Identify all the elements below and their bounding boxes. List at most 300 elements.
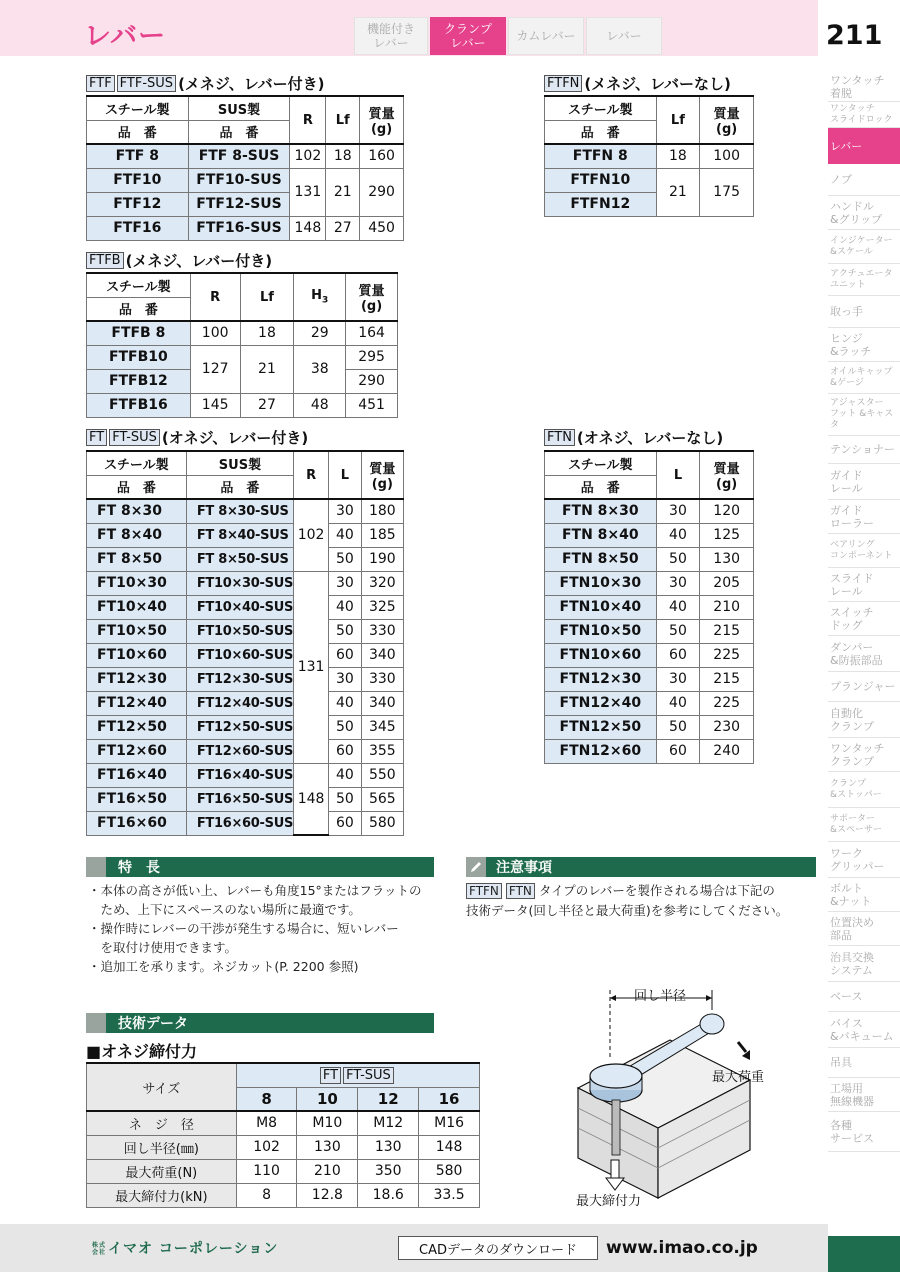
tab-label: 機能付き [366,22,415,36]
table-row [87,499,404,523]
row-label: 回し半径(㎜) [87,1135,237,1159]
cell-mass: 290 [360,168,404,216]
sidebar-item[interactable] [828,534,900,568]
header-cell: SUS製 [186,451,293,475]
header-cell: R [190,273,240,321]
cell-l: 50 [329,619,361,643]
radius-label: 回し半径 [634,989,687,1004]
sidebar-item-label: フット &キャスタ [830,409,894,430]
feature-line: ・操作時にレバーの干渉が発生する場合に、短いレバー [88,921,399,936]
table-row [87,595,404,619]
sidebar-item[interactable] [828,394,900,436]
sidebar-item-label: 各種 [830,1118,852,1132]
part-number: FT16×40-SUS [186,763,293,787]
sidebar-brand-block [828,1236,900,1272]
sidebar-item[interactable] [828,1112,900,1152]
ftn-title [544,427,723,448]
page-title: レバー [84,21,167,52]
caution-line: 技術データ(回し半径と最大荷重)を参考にしてください。 [466,903,789,918]
header-cell: R [290,96,326,144]
tech-heading-bar [86,1013,434,1033]
table-row [545,595,754,619]
header-cell [700,96,754,144]
tab-lever[interactable] [586,17,662,55]
header-cell: 品 番 [186,475,293,499]
cell-mass: 240 [700,739,754,763]
cell-l: 60 [329,739,361,763]
code-badge: FT [86,429,107,446]
sidebar-item[interactable] [828,164,900,196]
table-title-text: (メネジ、レバーなし) [584,75,731,93]
sidebar-item[interactable] [828,772,900,808]
part-number: FT10×60-SUS [186,643,293,667]
sidebar-item-label: アジャスター [830,398,884,408]
sidebar-item-label: ダンパー [830,640,874,654]
table-title-text: (オネジ、レバー付き) [161,429,309,447]
ftf-title [86,73,325,94]
header-unit: (g) [370,122,393,137]
cell-h: 38 [294,345,346,393]
part-number: FT 8×40-SUS [186,523,293,547]
cell-value: 130 [358,1135,419,1159]
cell-r: 100 [190,321,240,345]
cell-l: 30 [656,571,700,595]
sidebar-item[interactable] [828,1048,900,1078]
sidebar-item-label: インジケーター [830,235,893,246]
part-number: FTFN10 [545,168,657,192]
logo-text: イマオ コーポレーション [108,1241,279,1257]
cell-l: 30 [329,571,361,595]
cell-value: 148 [419,1135,480,1159]
cell-lf: 18 [656,144,700,168]
sidebar-item-label: テンショナー [830,443,895,456]
code-badge: FT-SUS [343,1067,394,1084]
table-title-text: (オネジ、レバーなし) [576,429,724,447]
table-row [545,547,754,571]
sidebar-item[interactable] [828,500,900,534]
sidebar-item-label: ワンタッチ [830,741,885,755]
code-badge: FT [320,1067,341,1084]
part-number: FTN12×40 [545,691,657,715]
size-cell: 16 [419,1087,480,1111]
part-number: FTN12×60 [545,739,657,763]
cell-lf: 27 [240,393,294,417]
cell-mass: 451 [346,393,398,417]
feature-line: ため、上下にスペースのない場所に最適です。 [88,902,361,917]
header-cell: スチール製 [87,273,191,297]
sidebar-item-label: ハンドル [830,199,874,213]
part-number: FTF12-SUS [188,192,290,216]
sidebar-item[interactable] [828,808,900,842]
sidebar-item-label: ヒンジ [830,331,863,345]
header-cell: スチール製 [545,96,657,120]
cell-l: 60 [656,643,700,667]
table-row [87,763,404,787]
table-row [87,1183,480,1207]
sidebar-item-label: クランプ [830,778,867,789]
ft-title [86,427,308,448]
sidebar-item-label: 無線機器 [830,1094,874,1108]
code-badge: FTFN [544,75,582,92]
tech-subheading: ■オネジ締付力 [86,1042,197,1061]
cell-r: 131 [290,168,326,216]
table-title-text: (メネジ、レバー付き) [125,252,273,270]
code-badge: FTN [506,883,535,899]
cell-l: 30 [656,667,700,691]
part-number: FT10×50-SUS [186,619,293,643]
caution-line: タイプのレバーを製作される場合は下記の [534,883,775,898]
cell-r: 145 [190,393,240,417]
sidebar-item[interactable] [828,702,900,738]
sidebar-item-label: レール [830,481,863,495]
cell-l: 40 [656,595,700,619]
table-row [545,619,754,643]
part-number: FTF 8-SUS [188,144,290,168]
part-number: FTFB12 [87,369,191,393]
row-label: ネ ジ 径 [87,1111,237,1135]
cell-value: 12.8 [297,1183,358,1207]
sidebar-item[interactable] [828,602,900,636]
cell-mass: 180 [361,499,403,523]
sidebar-item[interactable] [828,878,900,912]
part-number: FTN 8×40 [545,523,657,547]
sidebar-item-label: &ストッパー [830,789,882,800]
header-unit: (g) [371,477,393,492]
table-row [545,715,754,739]
table-row [87,811,404,835]
cell-mass: 295 [346,345,398,369]
part-number: FT12×40-SUS [186,691,293,715]
cell-value: 33.5 [419,1183,480,1207]
cell-value: 350 [358,1159,419,1183]
part-number: FTF12 [87,192,189,216]
table-row [87,523,404,547]
sidebar-item[interactable] [828,296,900,328]
table-title-text: (メネジ、レバー付き) [178,75,325,93]
sidebar-item[interactable] [828,72,900,102]
sidebar-item[interactable] [828,568,900,602]
sidebar-item[interactable] [828,1078,900,1112]
sidebar-item[interactable] [828,842,900,878]
part-number: FTFB 8 [87,321,191,345]
cell-lf: 21 [240,345,294,393]
sidebar-item[interactable] [828,982,900,1012]
header-h-sub: 3 [322,295,329,306]
sidebar-item[interactable] [828,1012,900,1048]
code-badge: FTFN [466,883,502,899]
cell-l: 60 [329,643,361,667]
part-number: FTFB10 [87,345,191,369]
header-unit: (g) [716,122,738,137]
feature-line: ・追加工を承ります。ネジカット(P. 2200 参照) [88,959,359,974]
work-block [578,1040,750,1198]
cell-value: M16 [419,1111,480,1135]
cell-r: 131 [294,571,329,763]
part-number: FTN12×30 [545,667,657,691]
part-number: FT 8×30 [87,499,187,523]
sidebar-item-label: アクチュエータ [830,268,893,279]
header-cell [700,451,754,499]
cell-value: 8 [236,1183,297,1207]
sidebar-item-label: コンポーネント [830,550,893,561]
cad-download-link[interactable]: CADデータのダウンロード [398,1236,598,1260]
sidebar-item-label: ユニット [830,279,866,290]
caution-text [466,881,816,920]
table-row [87,643,404,667]
part-number: FTF16 [87,216,189,240]
cell-mass: 175 [700,168,754,216]
cell-l: 40 [656,691,700,715]
header-cell: 品 番 [87,297,191,321]
table-row [87,667,404,691]
cell-value: 130 [297,1135,358,1159]
sidebar-item-label: サービス [830,1131,874,1145]
cell-mass: 100 [700,144,754,168]
cell-l: 30 [329,499,361,523]
sidebar-item-label: &グリップ [830,212,883,226]
part-number: FTFN 8 [545,144,657,168]
features-list [88,881,438,976]
cell-mass: 550 [361,763,403,787]
header-unit: (g) [360,299,383,314]
code-badge: FTFB [86,252,124,269]
sidebar-item-label: スライドロック [830,114,893,125]
sidebar-item-label: 取っ手 [830,305,863,318]
sidebar-item-label: バイス [830,1016,863,1030]
sidebar-item[interactable] [828,196,900,230]
tab-label: レバー [606,29,642,43]
sidebar-item-label: ガイド [830,503,863,517]
feature-line: を取付け使用できます。 [88,940,238,955]
table-row [87,619,404,643]
cell-l: 50 [329,547,361,571]
part-number: FT10×40 [87,595,187,619]
cell-mass: 205 [700,571,754,595]
header-cell: L [656,451,700,499]
sidebar-item-label: システム [830,963,873,977]
sidebar-item-label: ボルト [830,881,863,895]
row-label: 最大締付力(kN) [87,1183,237,1207]
cell-value: M10 [297,1111,358,1135]
cell-mass: 210 [700,595,754,619]
part-number: FT16×60 [87,811,187,835]
cell-mass: 225 [700,643,754,667]
table-row [545,691,754,715]
cell-l: 60 [329,811,361,835]
sidebar-item[interactable] [828,264,900,296]
cell-mass: 215 [700,619,754,643]
row-label: 最大荷重(N) [87,1159,237,1183]
cell-l: 50 [656,715,700,739]
sidebar-item-label: ワンタッチ [830,73,885,87]
cell-r: 102 [294,499,329,571]
sidebar-item[interactable] [828,672,900,702]
features-heading-bar [86,857,434,877]
sidebar-item[interactable] [828,738,900,772]
cell-mass: 580 [361,811,403,835]
website-link[interactable]: www.imao.co.jp [606,1238,758,1258]
sidebar-item-label: スイッチ [830,605,874,619]
part-number: FT 8×50 [87,547,187,571]
caution-heading: 注意事項 [496,860,552,876]
tech-heading: 技術データ [118,1016,188,1032]
sidebar-item-label: サポーター [830,813,876,824]
header-cell: L [329,451,361,499]
cell-mass: 230 [700,715,754,739]
header-mass: 質量 [713,107,740,122]
square-icon [86,1013,106,1033]
cell-value: M8 [236,1111,297,1135]
sidebar-item[interactable] [828,128,900,164]
sidebar-item-label: 工場用 [830,1081,863,1095]
cell-l: 30 [656,499,700,523]
part-number: FT12×60-SUS [186,739,293,763]
pencil-icon [466,857,486,877]
sidebar-item-label: 吊具 [830,1056,852,1069]
table-row [87,787,404,811]
sidebar-item-label: &ラッチ [830,344,872,358]
sidebar-item-label: &バキューム [830,1029,894,1043]
header-cell: スチール製 [545,451,657,475]
part-number: FTF 8 [87,144,189,168]
cell-value: M12 [358,1111,419,1135]
part-number: FT16×40 [87,763,187,787]
part-number: FTFN12 [545,192,657,216]
cell-mass: 225 [700,691,754,715]
part-number: FT12×30-SUS [186,667,293,691]
part-number: FT10×40-SUS [186,595,293,619]
ftn-table [544,450,754,764]
header-h: H [311,288,323,304]
cell-mass: 330 [361,619,403,643]
part-number: FT16×60-SUS [186,811,293,835]
ftfb-table [86,272,398,418]
header-cell: 品 番 [87,475,187,499]
sidebar-item[interactable] [828,230,900,264]
table-row [87,715,404,739]
header-cell [346,273,398,321]
tab-function-lever[interactable] [354,17,428,55]
cell-r: 102 [290,144,326,168]
sidebar-item-label: 自動化 [830,706,863,720]
cell-mass: 215 [700,667,754,691]
sidebar-item-label: ガイド [830,468,863,482]
cell-value: 580 [419,1159,480,1183]
sidebar-item-label: &スペーサー [830,824,883,835]
sidebar-item-label: ワーク [830,846,863,860]
header-cell: サイズ [87,1063,237,1111]
part-number: FT 8×50-SUS [186,547,293,571]
feature-line: ・本体の高さが低い上、レバーも角度15°またはフラットの [88,883,422,898]
cell-l: 50 [656,547,700,571]
sidebar-item-label: &スケール [830,246,873,257]
sidebar-item[interactable] [828,912,900,946]
cell-mass: 164 [346,321,398,345]
size-cell: 10 [297,1087,358,1111]
part-number: FTN 8×50 [545,547,657,571]
header-cell [294,273,346,321]
cell-l: 40 [656,523,700,547]
cell-l: 40 [329,763,361,787]
part-number: FT10×30 [87,571,187,595]
lever-diagram [560,980,810,1210]
part-number: FTN 8×30 [545,499,657,523]
cell-mass: 290 [346,369,398,393]
size-cell: 8 [236,1087,297,1111]
cell-mass: 325 [361,595,403,619]
part-number: FT12×50 [87,715,187,739]
header-mass: 質量 [368,107,395,122]
sidebar-item[interactable] [828,636,900,672]
sidebar-item[interactable] [828,102,900,128]
part-number: FTN12×50 [545,715,657,739]
cell-lf: 18 [326,144,360,168]
sidebar-item-label: &ナット [830,894,872,908]
cell-mass: 190 [361,547,403,571]
header-cell [360,96,404,144]
sidebar-item-label: ワンタッチ [830,103,875,114]
cell-lf: 21 [326,168,360,216]
cell-mass: 160 [360,144,404,168]
cell-h: 29 [294,321,346,345]
table-row [545,523,754,547]
force-label: 最大締付力 [576,1194,642,1209]
part-number: FTN10×60 [545,643,657,667]
sidebar-item[interactable] [828,464,900,500]
part-number: FT 8×40 [87,523,187,547]
sidebar-item[interactable] [828,362,900,394]
cell-r: 148 [294,763,329,835]
part-number: FTF10-SUS [188,168,290,192]
header-cell: スチール製 [87,451,187,475]
table-row [545,571,754,595]
tab-clamp-lever[interactable] [430,17,506,55]
tech-table [86,1062,480,1208]
tab-cam-lever[interactable] [508,17,584,55]
sidebar-item-label: 部品 [830,928,852,942]
header-cell: 品 番 [545,120,657,144]
sidebar-item[interactable] [828,436,900,464]
header-cell: Lf [240,273,294,321]
table-row [545,499,754,523]
part-number: FT16×50-SUS [186,787,293,811]
sidebar-item[interactable] [828,328,900,362]
load-arrow-icon [738,1042,750,1060]
cell-l: 50 [656,619,700,643]
square-icon [86,857,106,877]
part-number: FT12×60 [87,739,187,763]
part-number: FT10×50 [87,619,187,643]
cell-l: 50 [329,787,361,811]
ft-table [86,450,404,836]
cell-mass: 120 [700,499,754,523]
cell-mass: 340 [361,643,403,667]
sidebar-item-label: &防振部品 [830,653,883,667]
sidebar-item-label: クランプ [830,719,874,733]
table-row [87,1135,480,1159]
code-badge: FT-SUS [109,429,160,446]
sidebar-item-label: ローラー [830,516,874,530]
sidebar-item-label: 着脱 [830,86,852,100]
table-row [87,1159,480,1183]
table-row [545,667,754,691]
sidebar-item[interactable] [828,946,900,982]
part-number: FT12×40 [87,691,187,715]
cell-mass: 345 [361,715,403,739]
sidebar-item-label: ベース [830,990,863,1003]
corporate-logo [92,1238,278,1258]
sidebar-item-label: ベアリング [830,539,875,550]
